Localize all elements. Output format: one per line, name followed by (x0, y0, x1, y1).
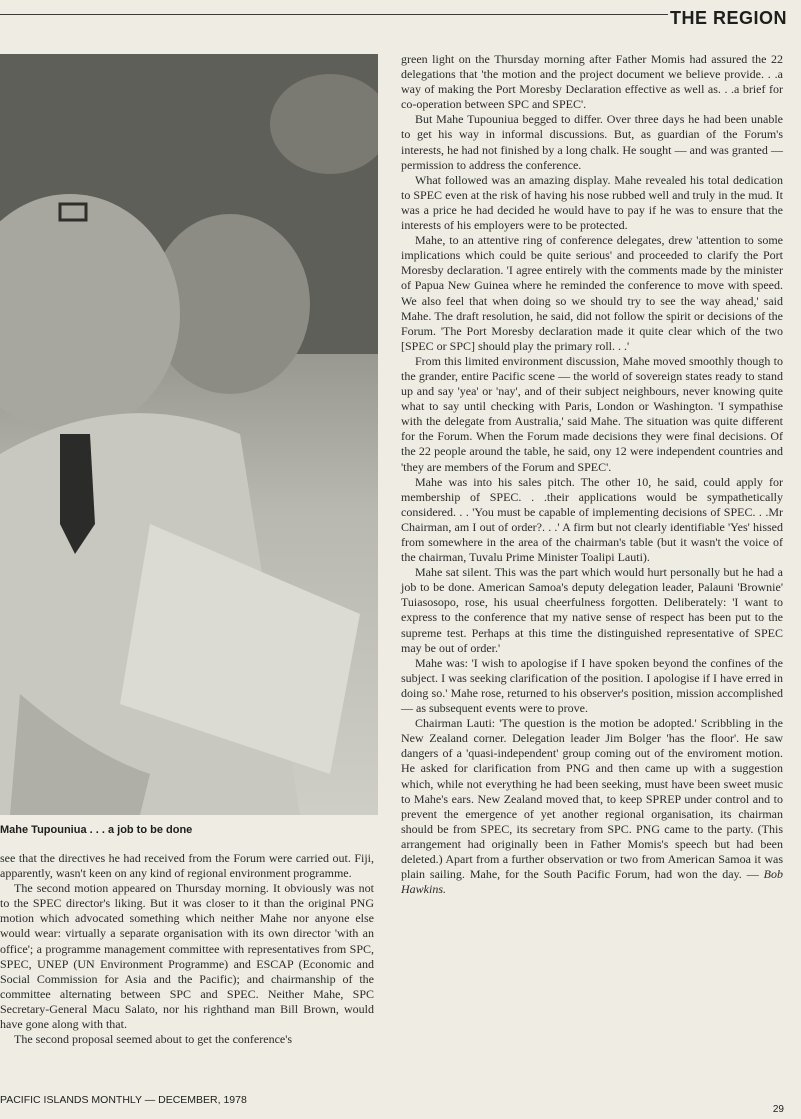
body-paragraph: see that the directives he had received from the Forum were carried out. Fiji, apparently, wasn't keen on any kind of regional environment programme. (0, 851, 374, 881)
page-number: 29 (772, 1104, 784, 1115)
closing-paragraph-text: Chairman Lauti: 'The question is the motion be adopted.' Scribbling in the New Zealand corner. Delegation leader Jim Bolger 'has the floor'. He saw dangers of a 'quasi-independent' group coming out of the enviroment motion. He asked for clarification from PNG and then came up with a suggestion which, while not everything he had been seeking, must have been sweet music to Mahe's ears. New Zealand moved that, to keep SPREP under control and to prevent the emergence of yet another regional organisation, its chairman should be from SPEC, its secretary from SPC. PNG came to the party. (This arrangement had originally been in Father Momis's speech but had been deleted.) Apart from a further observation or two from American Samoa it was plain sailing. Mahe, for the South Pacific Forum, had won the day. — (401, 716, 783, 882)
right-column (401, 52, 783, 897)
header-rule (0, 14, 668, 15)
section-title: THE REGION (669, 8, 787, 28)
author-byline: Bob Hawkins. (401, 867, 783, 897)
body-paragraph: From this limited environment discussion, Mahe moved smoothly though to the grander, entire Pacific scene — the world of sovereign states ready to stand up and say 'yea' or 'nay', and of their subject neighbours, never knowing quite what to say until checking with Paris, London or Washington. 'I sympathise with the delegate from Australia,' said Mahe. The situation was quite different for the Forum. When the Forum made decisions they were final decisions. Of the 22 people around the table, he said, ony 12 were independent countries and 'they are members of the Forum and SPEC'. (401, 353, 783, 474)
footer-publication: PACIFIC ISLANDS MONTHLY — DECEMBER, 1978 (0, 1094, 247, 1106)
body-paragraph: But Mahe Tupouniua begged to differ. Over three days he had been unable to get his way in informal discussions. But, as guardian of the Forum's interests, he had not finished by a long chalk. He sought — and was granted — permission to address the conference. (401, 112, 783, 172)
photo-caption: Mahe Tupouniua . . . a job to be done (0, 824, 193, 836)
photo-illustration (0, 54, 378, 815)
body-paragraph: Mahe sat silent. This was the part which would hurt personally but he had a job to be done. American Samoa's deputy delegation leader, Palauni 'Brownie' Tuiasosopo, rose, his usual cheerfulness forgotten. Deliberately: 'I want to express to the conference that my native sense of respect has been put to the supreme test. Perhaps at this time the distinguished representative of SPEC may be out of order.' (401, 565, 783, 655)
left-column (0, 851, 374, 1047)
body-paragraph: The second proposal seemed about to get the conference's (14, 1032, 293, 1047)
photo-mahe-tupouniua (0, 54, 378, 815)
closing-paragraph (401, 716, 783, 897)
body-paragraph: green light on the Thursday morning after Father Momis had assured the 22 delegations that 'the motion and the project document we believe provide. . .a way of making the Port Moresby Declaration effective as well as. . .a brief for co-operation between SPC and SPEC'. (401, 52, 783, 112)
body-paragraph: The second motion appeared on Thursday morning. It obviously was not to the SPEC director's liking. But it was closer to it than the original PNG motion which advocated something which neither Mahe nor anyone else would wear: virtually a separate organisation with its own director 'with an office'; a programme management committee with representatives from SPC, SPEC, UNEP (UN Environment Programme) and ESCAP (Economic and Social Commission for Asia and the Pacific); and chairmanship of the committee alternating between SPC and SPEC. Neither Mahe, SPC Secretary-General Macu Salato, nor his righthand man Bill Brown, would have gone along with that. (0, 881, 374, 1032)
body-paragraph: What followed was an amazing display. Mahe revealed his total dedication to SPEC even at the risk of having his nose rubbed well and truly in the mud. It was a price he had decided he would have to pay if he was to ensure that the interests of his employers were to be protected. (401, 172, 783, 233)
body-paragraph: Mahe was into his sales pitch. The other 10, he said, could apply for membership of SPEC. . .their applications would be sympathetically considered. . . 'You must be capable of implementing decisions of SPEC. . .Mr Chairman, am I out of order?. . .' A firm but not clearly identifiable 'Yes' hissed from somewhere in the area of the chairman's table (but it wasn't the voice of the chairman, Tuvalu Prime Minister Toalipi Lauti). (401, 474, 783, 565)
body-paragraph: Mahe, to an attentive ring of conference delegates, drew 'attention to some implications which could be quite serious' and proceeded to clarify the Port Moresby declaration. 'I agree entirely with the comments made by the minister of Papua New Guinea where he reminded the conference to move with speed. We also feel that when doing so we should try to see the way ahead,' said Mahe. The draft resolution, he said, did not follow the spirit or decisions of the Forum. 'The Port Moresby declaration made it quite clear which of the two [SPEC or SPC] should play the primary roll. . .' (401, 233, 783, 353)
body-paragraph: Mahe was: 'I wish to apologise if I have spoken beyond the confines of the subject. I was seeking clarification of the position. I apologise if I have erred in doing so.' Mahe rose, returned to his observer's position, mission accomplished — as subsequent events were to prove. (401, 655, 783, 716)
